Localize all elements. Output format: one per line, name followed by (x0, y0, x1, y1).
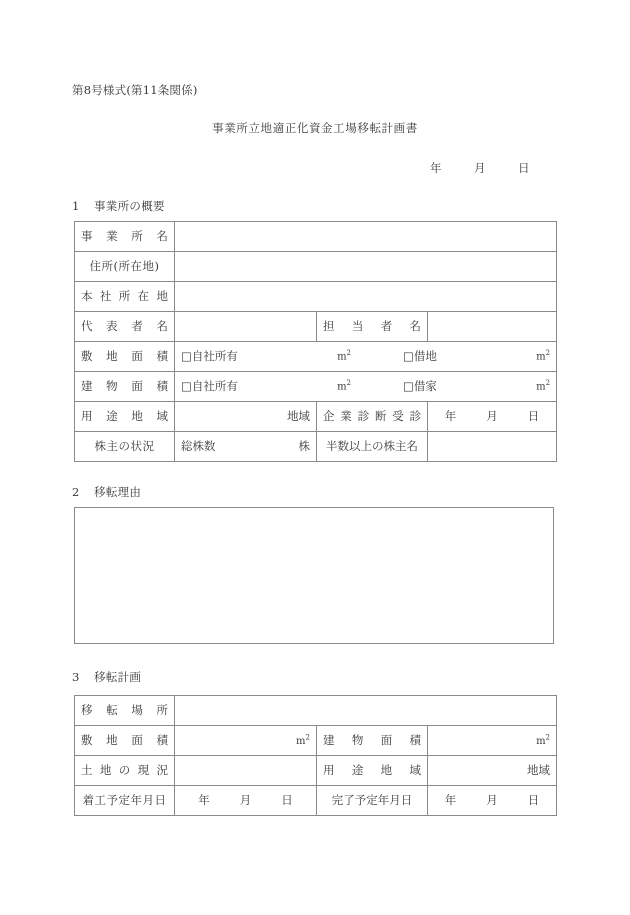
value-plan-use-district[interactable]: 地域 (428, 756, 557, 786)
section-1-heading (72, 198, 165, 214)
label-office-name: 事業所名 (75, 222, 175, 252)
diagnosis-month: 月 (486, 409, 498, 424)
section-3-number: 3 (72, 670, 80, 684)
label-start-date: 着工予定年月日 (75, 786, 175, 816)
completion-date-month: 月 (486, 793, 498, 808)
diagnosis-year: 年 (444, 409, 457, 424)
label-address: 住所(所在地) (75, 252, 175, 282)
value-representative[interactable] (175, 312, 317, 342)
value-diagnosis-date[interactable] (428, 402, 557, 432)
overview-table (74, 221, 557, 462)
value-majority-shareholder[interactable] (428, 432, 557, 462)
site-area-lease-checkbox[interactable]: □借地 (403, 349, 437, 364)
site-area-lease-unit: $m^2$ (536, 349, 551, 363)
start-date-month: 月 (239, 793, 252, 808)
table-row-land-status (75, 756, 557, 786)
header-date-month: 月 (474, 161, 486, 175)
completion-date-day: 日 (527, 793, 540, 808)
label-majority-shareholder: 半数以上の株主名 (317, 432, 428, 462)
table-row-shareholders (75, 432, 557, 462)
section-1-title: 事業所の概要 (94, 199, 165, 213)
table-row-plan-site-area (75, 726, 557, 756)
site-area-own-checkbox[interactable]: □自社所有 (181, 349, 238, 364)
label-building-area: 建物面積 (75, 372, 175, 402)
section-2-title: 移転理由 (94, 485, 142, 499)
label-completion-date: 完了予定年月日 (317, 786, 428, 816)
value-head-office[interactable] (175, 282, 557, 312)
value-plan-building-area[interactable] (428, 726, 557, 756)
completion-date-year: 年 (444, 793, 457, 808)
label-site-area: 敷地面積 (75, 342, 175, 372)
label-relocation-location: 移転場所 (75, 696, 175, 726)
table-row-head-office (75, 282, 557, 312)
header-date-line (430, 160, 530, 176)
table-row-relocation-location (75, 696, 557, 726)
label-plan-building-area: 建物面積 (317, 726, 428, 756)
start-date-year: 年 (198, 793, 210, 808)
plan-building-area-unit: $m^2$ (536, 733, 551, 747)
value-site-area (175, 342, 557, 372)
building-area-own-checkbox[interactable]: □自社所有 (181, 379, 238, 394)
value-relocation-location[interactable] (175, 696, 557, 726)
header-date-year: 年 (430, 161, 442, 175)
header-date-day: 日 (518, 161, 530, 175)
section-3-heading (72, 669, 141, 685)
label-use-district: 用途地域 (75, 402, 175, 432)
plan-site-area-unit: $m^2$ (296, 733, 310, 747)
document-title: 事業所立地適正化資金工場移転計画書 (212, 121, 418, 135)
label-plan-use-district: 用途地域 (317, 756, 428, 786)
section-3-title: 移転計画 (94, 670, 142, 684)
table-row-building-area (75, 372, 557, 402)
plan-table (74, 695, 557, 816)
table-row-construction-dates (75, 786, 557, 816)
table-row-address (75, 252, 557, 282)
value-office-name[interactable] (175, 222, 557, 252)
table-row-office-name (75, 222, 557, 252)
label-representative: 代表者名 (75, 312, 175, 342)
building-area-own-unit: $m^2$ (337, 379, 352, 393)
value-start-date[interactable] (175, 786, 317, 816)
table-row-use-district (75, 402, 557, 432)
relocation-reason-textarea[interactable] (74, 507, 554, 644)
value-use-district[interactable]: 地域 (175, 402, 317, 432)
label-plan-site-area: 敷地面積 (75, 726, 175, 756)
label-diagnosis: 企業診断受診 (317, 402, 428, 432)
start-date-day: 日 (281, 793, 293, 808)
site-area-own-unit: $m^2$ (337, 349, 352, 363)
form-number: 第8号様式(第11条関係) (72, 83, 198, 97)
section-1-number: 1 (72, 199, 80, 213)
building-area-lease-checkbox[interactable]: □借家 (403, 379, 437, 394)
total-shares-unit: 株 (298, 439, 310, 454)
label-head-office: 本社所在地 (75, 282, 175, 312)
value-building-area (175, 372, 557, 402)
section-2-number: 2 (72, 485, 80, 499)
value-land-status[interactable] (175, 756, 317, 786)
value-completion-date[interactable] (428, 786, 557, 816)
total-shares-label: 総株数 (181, 439, 216, 454)
value-total-shares[interactable] (175, 432, 317, 462)
table-row-site-area (75, 342, 557, 372)
value-address[interactable] (175, 252, 557, 282)
section-2-heading (72, 484, 141, 500)
label-contact: 担当者名 (317, 312, 428, 342)
building-area-lease-unit: $m^2$ (536, 379, 551, 393)
value-plan-site-area[interactable] (175, 726, 317, 756)
diagnosis-day: 日 (527, 409, 540, 424)
value-contact[interactable] (428, 312, 557, 342)
label-land-status: 土地の現況 (75, 756, 175, 786)
table-row-representative (75, 312, 557, 342)
label-shareholders: 株主の状況 (75, 432, 175, 462)
